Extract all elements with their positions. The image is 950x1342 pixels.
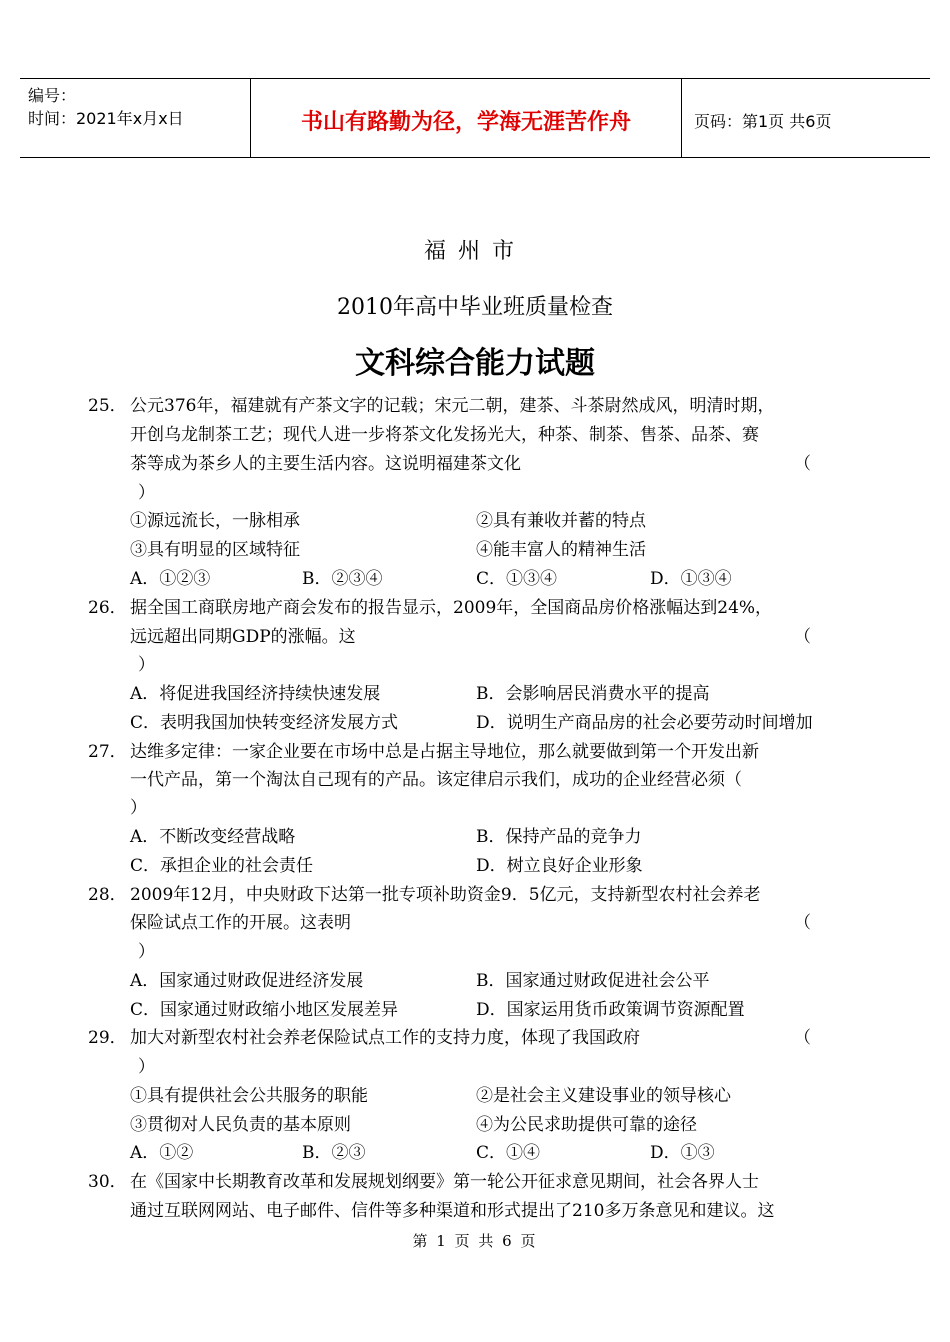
answer-option: D．说明生产商品房的社会必要劳动时间增加 (476, 713, 813, 733)
answer-paren-open: （ (794, 913, 811, 933)
question-number: 28． (88, 885, 127, 905)
answer-option: D．国家运用货币政策调节资源配置 (476, 1000, 745, 1020)
header-motto-cell (251, 79, 682, 157)
statement-item: ③贯彻对人民负责的基本原则 (130, 1115, 351, 1135)
answer-option: B．②③ (302, 1143, 366, 1163)
question-number: 26． (88, 598, 127, 618)
answer-option: B．②③④ (302, 569, 383, 589)
header-page-cell (682, 79, 930, 157)
answer-paren-close: ） (138, 483, 155, 503)
question-text-line: 2009年12月，中央财政下达第一批专项补助资金9．5亿元，支持新型农村社会养老 (130, 885, 761, 905)
question-text-line: 开创乌龙制茶工艺；现代人进一步将茶文化发扬光大，种茶、制茶、售茶、品茶、赛 (130, 425, 759, 445)
subject-title: 文科综合能力试题 (355, 346, 595, 381)
answer-option: D．①③ (650, 1143, 715, 1163)
answer-option: C．国家通过财政缩小地区发展差异 (130, 1000, 399, 1020)
answer-option: A．将促进我国经济持续快速发展 (130, 684, 381, 704)
time-label: 时间：2021年x月x日 (28, 109, 184, 128)
answer-option: A．①②③ (130, 569, 211, 589)
city-title: 福州市 (423, 239, 526, 264)
statement-item: ④能丰富人的精神生活 (476, 540, 646, 560)
answer-paren-open: （ (794, 454, 811, 474)
question-text-line: 公元376年，福建就有产茶文字的记载；宋元二朝，建茶、斗茶尉然成风，明清时期， (130, 396, 775, 416)
answer-option: D．①③④ (650, 569, 732, 589)
answer-option: B．会影响居民消费水平的提高 (476, 684, 710, 704)
answer-option: C．表明我国加快转变经济发展方式 (130, 713, 399, 733)
statement-item: ②具有兼收并蓄的特点 (476, 511, 646, 531)
question-text-line: 在《国家中长期教育改革和发展规划纲要》第一轮公开征求意见期间，社会各界人士 (130, 1172, 759, 1192)
answer-paren-close: ） (138, 942, 155, 962)
question-text-line: 保险试点工作的开展。这表明 (130, 913, 351, 933)
question-number: 30． (88, 1172, 127, 1192)
answer-paren-open: （ (794, 627, 811, 647)
question-text-line: 茶等成为茶乡人的主要生活内容。这说明福建茶文化 (130, 454, 521, 474)
statement-item: ①具有提供社会公共服务的职能 (130, 1086, 368, 1106)
question-number: 27． (88, 742, 127, 762)
question-text-line: 通过互联网网站、电子邮件、信件等多种渠道和形式提出了210多万条意见和建议。这 (130, 1201, 775, 1221)
question-number: 25． (88, 396, 127, 416)
answer-option: B．国家通过财政促进社会公平 (476, 971, 710, 991)
answer-paren-open: （ (794, 1028, 811, 1048)
number-label: 编号： (28, 86, 77, 105)
answer-option: C．承担企业的社会责任 (130, 856, 314, 876)
answer-option: B．保持产品的竞争力 (476, 827, 642, 847)
answer-paren-close: ） (138, 655, 155, 675)
statement-item: ②是社会主义建设事业的领导核心 (476, 1086, 731, 1106)
answer-option: A．①② (130, 1143, 194, 1163)
document-header (20, 78, 930, 158)
answer-option: A．国家通过财政促进经济发展 (130, 971, 364, 991)
exam-title: 2010年高中毕业班质量检查 (337, 295, 613, 320)
statement-item: ①源远流长，一脉相承 (130, 511, 300, 531)
page-footer: 第 1 页 共 6 页 (412, 1232, 538, 1250)
answer-option: D．树立良好企业形象 (476, 856, 643, 876)
question-text-line: 一代产品，第一个淘汰自己现有的产品。该定律启示我们，成功的企业经营必须（ (130, 770, 742, 790)
answer-option: A．不断改变经营战略 (130, 827, 296, 847)
answer-option: C．①④ (476, 1143, 541, 1163)
question-text-line: 远远超出同期GDP的涨幅。这 (130, 627, 356, 647)
statement-item: ④为公民求助提供可靠的途径 (476, 1115, 697, 1135)
question-text-line: 加大对新型农村社会养老保险试点工作的支持力度，体现了我国政府 (130, 1028, 640, 1048)
answer-paren-close: ） (138, 1057, 155, 1077)
page-label: 页码：第1页 共6页 (694, 112, 832, 131)
motto: 书山有路勤为径，学海无涯苦作舟 (300, 110, 631, 135)
answer-option: C．①③④ (476, 569, 558, 589)
question-number: 29． (88, 1028, 127, 1048)
statement-item: ③具有明显的区域特征 (130, 540, 300, 560)
question-text-line: 据全国工商联房地产商会发布的报告显示，2009年，全国商品房价格涨幅达到24%， (130, 598, 773, 618)
answer-paren-close: ） (130, 798, 147, 818)
question-text-line: 达维多定律：一家企业要在市场中总是占据主导地位，那么就要做到第一个开发出新 (130, 742, 759, 762)
header-meta-cell (20, 79, 251, 157)
